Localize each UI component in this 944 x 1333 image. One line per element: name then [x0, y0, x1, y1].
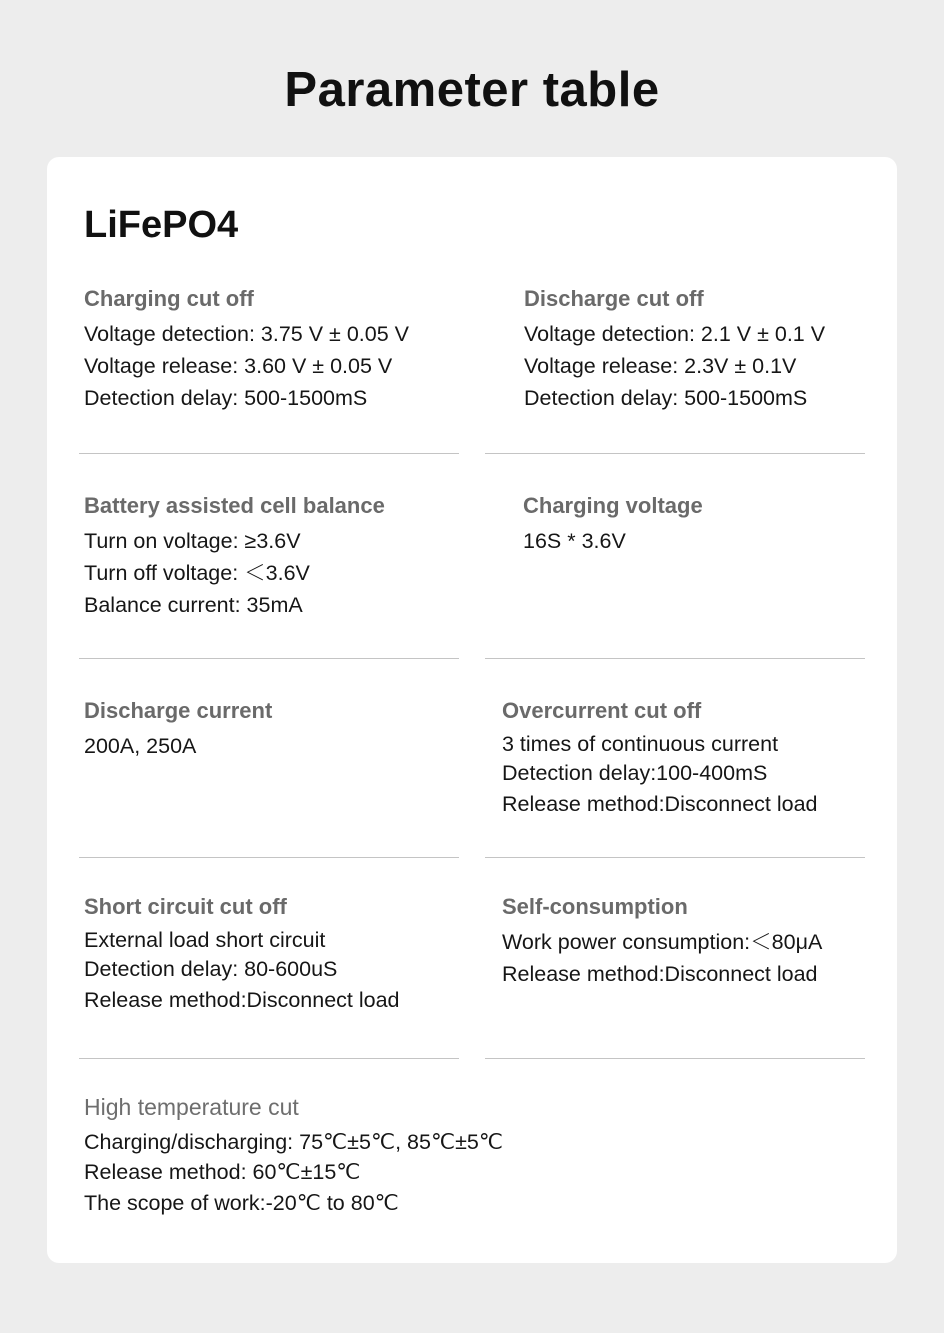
section-heading: High temperature cut: [84, 1094, 299, 1120]
section-short-circuit-cut-off: [84, 892, 400, 1016]
battery-type-title: LiFePO4: [84, 204, 239, 246]
section-line: Detection delay: 500-1500mS: [84, 386, 368, 410]
page-title: Parameter table: [284, 63, 660, 117]
section-line: Work power consumption:＜80μA: [502, 930, 823, 954]
section-charging-cut-off: [84, 284, 409, 414]
section-line: Release method:Disconnect load: [502, 792, 818, 816]
section-self-consumption: [502, 892, 822, 990]
section-discharge-cut-off: [524, 284, 825, 414]
section-line: Release method:Disconnect load: [502, 962, 818, 986]
parameter-card: [47, 157, 897, 1263]
divider: [485, 1058, 865, 1059]
section-line: External load short circuit: [84, 928, 326, 952]
section-heading: Discharge current: [84, 698, 273, 723]
section-line: Detection delay: 500-1500mS: [524, 386, 808, 410]
section-discharge-current: [84, 696, 272, 762]
divider: [485, 857, 865, 858]
divider: [79, 453, 459, 454]
divider: [485, 453, 865, 454]
section-line: Release method:Disconnect load: [84, 988, 400, 1012]
section-high-temperature-cut: [84, 1092, 503, 1219]
section-heading: Overcurrent cut off: [502, 698, 702, 723]
divider: [485, 658, 865, 659]
section-line: Detection delay: 80-600uS: [84, 957, 338, 981]
section-line: Voltage release: 3.60 V ± 0.05 V: [84, 354, 393, 378]
section-overcurrent-cut-off: [502, 696, 818, 820]
section-heading: Short circuit cut off: [84, 894, 287, 919]
section-cell-balance: [84, 491, 385, 621]
section-line: Turn on voltage: ≥3.6V: [84, 529, 301, 553]
section-line: Voltage release: 2.3V ± 0.1V: [524, 354, 797, 378]
section-line: Release method: 60℃±15℃: [84, 1160, 361, 1184]
section-heading: Charging voltage: [523, 493, 703, 518]
section-charging-voltage: [523, 491, 703, 557]
section-line: Voltage detection: 3.75 V ± 0.05 V: [84, 322, 409, 346]
section-heading: Discharge cut off: [524, 286, 704, 311]
section-line: Detection delay:100-400mS: [502, 761, 768, 785]
section-line: The scope of work:-20℃ to 80℃: [84, 1191, 399, 1215]
section-line: 3 times of continuous current: [502, 732, 779, 756]
section-line: Turn off voltage: ＜3.6V: [84, 561, 310, 585]
section-line: 16S * 3.6V: [523, 529, 626, 553]
divider: [79, 857, 459, 858]
section-heading: Charging cut off: [84, 286, 254, 311]
section-line: 200A, 250A: [84, 734, 197, 758]
section-line: Balance current: 35mA: [84, 593, 303, 617]
section-heading: Self-consumption: [502, 894, 688, 919]
section-line: Voltage detection: 2.1 V ± 0.1 V: [524, 322, 826, 346]
section-heading: Battery assisted cell balance: [84, 493, 385, 518]
section-line: Charging/discharging: 75℃±5℃, 85℃±5℃: [84, 1130, 503, 1154]
divider: [79, 658, 459, 659]
divider: [79, 1058, 459, 1059]
